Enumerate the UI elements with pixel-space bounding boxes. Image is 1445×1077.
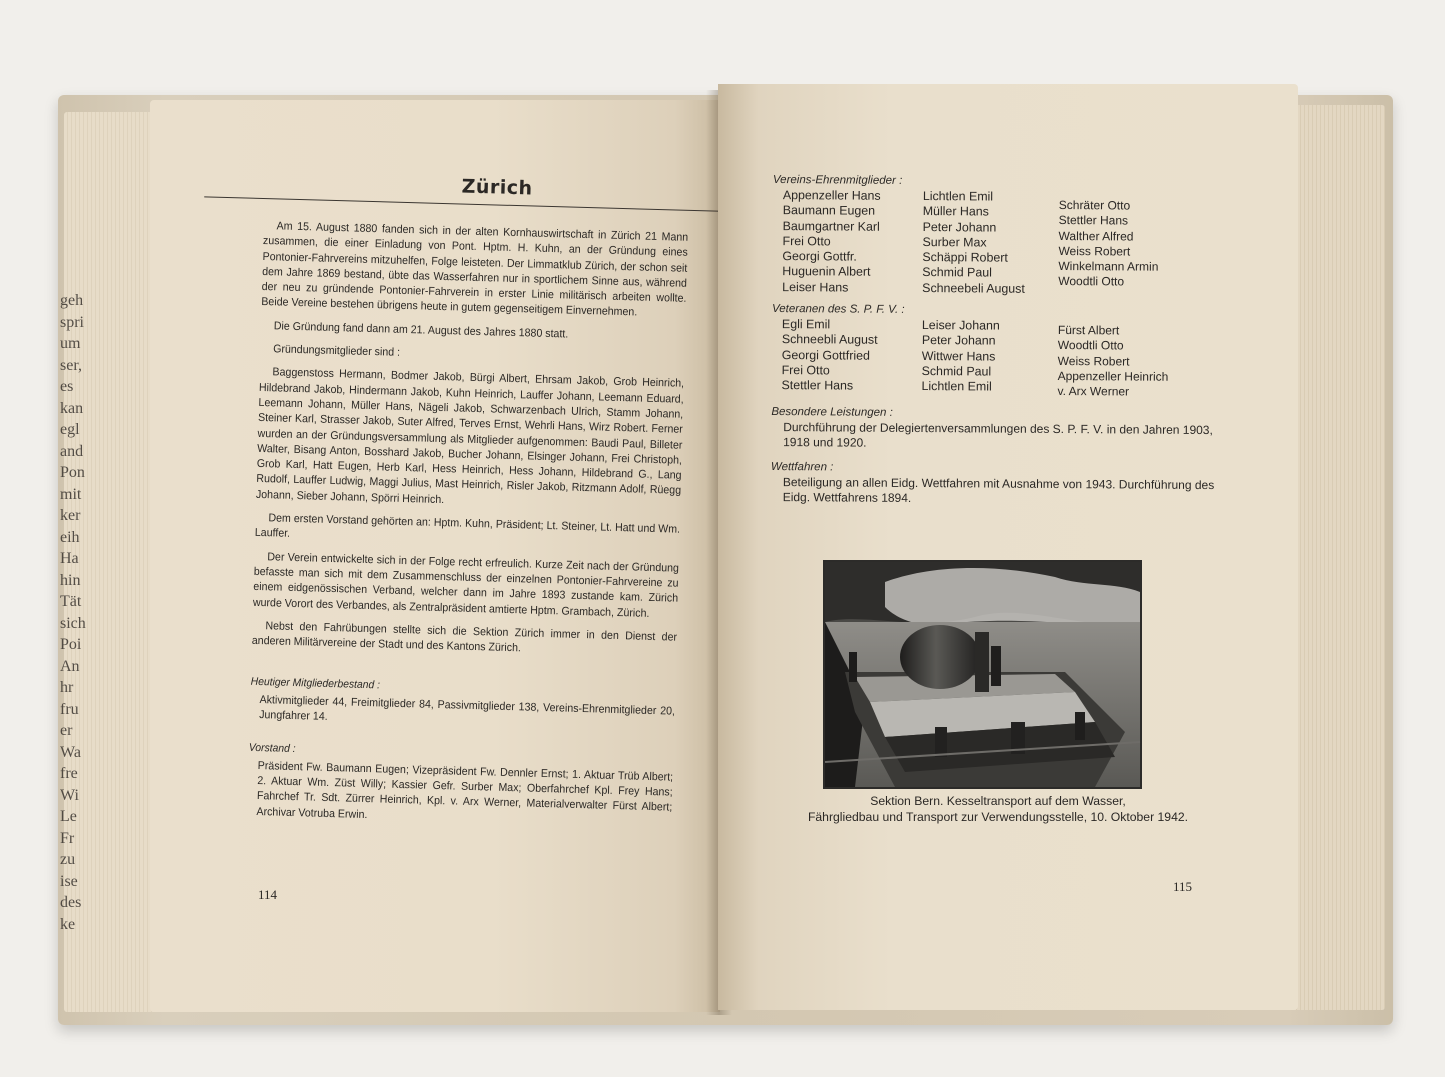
under-text-fragment: Fr [60, 829, 75, 847]
wettfahren-heading: Wettfahren : [770, 460, 834, 473]
under-text-fragment: er [60, 722, 73, 739]
under-text-fragment: um [60, 335, 81, 352]
underlying-page-text [60, 290, 90, 933]
ehren-col-1 [772, 188, 923, 296]
under-text-fragment: mit [60, 485, 82, 503]
page-number-right: 115 [1173, 879, 1193, 894]
under-text-fragment: ke [60, 915, 76, 933]
veteranen-heading: Veteranen des S. P. F. V. : [772, 303, 905, 317]
vet-col-1 [771, 317, 922, 399]
under-text-fragment: ker [60, 507, 81, 524]
left-body [247, 219, 688, 831]
veteran-member: Schneebli August [781, 332, 878, 348]
leistungen-text: Durchführung der Delegiertenversammlungen des S. P. F. V. in den Jahren 1903, 1918 und 1920. [783, 419, 1213, 450]
under-text-fragment: Ha [60, 550, 79, 567]
photo-caption [778, 794, 1218, 825]
bestand-text: Aktivmitglieder 44, Freimitglieder 84, Passivmitglieder 138, Vereins-Ehrenmitglieder 20, Jungfahrer 14. [259, 693, 676, 723]
vet-col-2 [921, 318, 1058, 399]
ehren-member: Schräter Otto [1058, 197, 1131, 213]
veteran-member: Georgi Gottfried [781, 347, 870, 363]
ehren-member: Huguenin Albert [782, 264, 871, 280]
page-number-left: 114 [258, 887, 278, 902]
ehren-member: Leiser Hans [782, 279, 849, 295]
paragraph-founders-heading: Gründungsmitglieder sind : [272, 343, 401, 359]
ehren-member: Peter Johann [922, 219, 997, 235]
historic-photo [823, 560, 1142, 789]
ehren-member: Georgi Gottfr. [782, 249, 857, 264]
ehren-member: Surber Max [922, 234, 987, 250]
ehren-col-2 [922, 189, 1059, 297]
paragraph-founders-list: Baggenstoss Hermann, Bodmer Jakob, Bürgi Albert, Ehrsam Jakob, Grob Heinrich, Hildebrand Jakob, Hindermann Jakob, Kuhn Heinrich, Lauffer Johann, Leemann Eduard, Leemann Johann, Müller Hans, Nägeli Jakob, Schwarzenbach Ulrich, Stamm Johann, Steiner Karl, Strasser Jakob, Suter Alfred, Terves Ernst, Wehrli Hans, Wirz Robert. Ferner wurden an der Gründungsversammlung als Mitglieder aufgenommen: Baudi Paul, Billeter Walter, Bisang Anton, Bosshard Jakob, Bucher Johann, Elsinger Johann, Frei Christoph, Grob Karl, Hatt Eugen, Herb Karl, Hess Heinrich, Hess Johann, Hildebrand G., Lang Rudolf, Lauffer Ludwig, Maggi Julius, Mast Heinrich, Risler Jakob, Ritzmann Adolf, Rüegg Johann, Sieber Johann, Spörri Heinrich. [255, 366, 685, 506]
under-text-fragment: ise [60, 872, 78, 890]
under-text-fragment: des [60, 894, 82, 911]
ehren-member: Müller Hans [922, 204, 989, 219]
under-text-fragment: spri [60, 313, 84, 331]
veteran-member: Wittwer Hans [921, 348, 996, 364]
leistungen-heading: Besondere Leistungen : [771, 405, 893, 419]
under-text-fragment: ser, [60, 356, 83, 374]
under-text-fragment: hin [60, 571, 81, 589]
ehren-member: Winkelmann Armin [1058, 259, 1159, 274]
ehren-member: Stettler Hans [1058, 213, 1129, 228]
ehren-columns [772, 188, 1243, 298]
under-text-fragment: and [60, 442, 84, 460]
left-page [150, 100, 720, 1012]
photo-kettle-transport [825, 562, 1140, 787]
caption-line-2: Fährgliedbau und Transport zur Verwendungsstelle, 10. Oktober 1942. [807, 809, 1189, 824]
paragraph-founding: Am 15. August 1880 fanden sich in der alten Kornhauswirtschaft in Zürich 21 Mann zusammen, die einer Einladung von Pont. Hptm. H. Kuhn, an der Gründung eines Pontonier-Fahrvereins mitzuhelfen, Folge leisteten. Der Limmatklub Zürich, der schon seit dem Jahre 1869 bestand, übte das Wasserfahren nur in sportlichem Sinne aus, während der neu zu gründende Pontonier-Fahrverein in erster Linie militärisch arbeiten wollte. Beide Vereine bestehen übrigens heute in gutem gegenseitigem Einvernehmen. [261, 220, 689, 319]
ehren-member: Lichtlen Emil [922, 189, 994, 204]
veteran-member: Fürst Albert [1057, 323, 1120, 338]
ehren-member: Schmid Paul [922, 265, 992, 281]
ehren-member: Baumann Eugen [782, 203, 876, 219]
ehren-col-3 [1058, 190, 1209, 298]
under-text-fragment: Pon [60, 464, 85, 481]
page-title: Zürich [461, 175, 533, 200]
under-text-fragment: geh [60, 292, 84, 309]
wettfahren-text: Beteiligung an allen Eidg. Wettfahren mit Ausnahme von 1943. Durchführung des Eidg. Wettfahrens 1894. [782, 474, 1215, 506]
paragraph-first-board: Dem ersten Vorstand gehörten an: Hptm. Kuhn, Präsident; Lt. Steiner, Lt. Hatt und Wm. Lauffer. [254, 512, 681, 541]
under-text-fragment: Poi [60, 636, 82, 653]
ehren-member: Woodtli Otto [1058, 274, 1125, 289]
veteran-member: Stettler Hans [781, 378, 854, 393]
under-text-fragment: An [60, 657, 80, 675]
under-text-fragment: kan [60, 399, 84, 417]
veteran-member: v. Arx Werner [1057, 384, 1130, 399]
paragraph-founding-date: Die Gründung fand dann am 21. August des Jahres 1880 statt. [273, 320, 569, 341]
veteran-member: Woodtli Otto [1057, 338, 1124, 353]
right-page [718, 84, 1298, 1010]
ehren-member: Walther Alfred [1058, 228, 1134, 244]
ehren-member: Frei Otto [782, 233, 831, 249]
under-text-fragment: egl [60, 421, 80, 438]
ehren-member: Weiss Robert [1058, 243, 1131, 259]
caption-line-1: Sektion Bern. Kesseltransport auf dem Wasser, [870, 794, 1126, 808]
vorstand-heading: Vorstand : [248, 742, 296, 756]
veteran-member: Peter Johann [921, 333, 996, 348]
under-text-fragment: Wi [60, 786, 79, 804]
ehren-member: Schneebeli August [922, 280, 1025, 296]
veteran-member: Leiser Johann [921, 318, 1000, 333]
under-text-fragment: zu [60, 851, 76, 868]
under-text-fragment: eih [60, 528, 80, 546]
paragraph-service: Nebst den Fahrübungen stellte sich die Sektion Zürich immer in den Dienst der anderen Militärvereine der Stadt und des Kantons Zürich. [251, 620, 678, 655]
vet-col-3 [1057, 319, 1208, 401]
under-text-fragment: es [60, 378, 74, 395]
under-text-fragment: Le [60, 808, 77, 825]
veteran-member: Appenzeller Heinrich [1057, 368, 1169, 384]
under-text-fragment: Tät [60, 593, 82, 610]
ehren-heading: Vereins-Ehrenmitglieder : [772, 174, 903, 187]
under-text-fragment: fre [60, 765, 78, 782]
paragraph-development: Der Verein entwickelte sich in der Folge recht erfreulich. Kurze Zeit nach der Gründung befasste man sich mit dem Zusammenschluss der einzelnen Pontonier-Fahrvereine zu einem eidgenössischen Verband, welcher dann im Jahre 1893 zustande kam. Zürich wurde Vorort des Verbandes, als Zentralpräsident amtierte Hptm. Grambach, Zürich. [252, 550, 680, 620]
under-text-fragment: sich [60, 614, 86, 632]
veteran-member: Egli Emil [781, 317, 831, 332]
veteran-member: Lichtlen Emil [921, 379, 992, 394]
ehren-member: Appenzeller Hans [782, 188, 881, 203]
ehren-member: Schäppi Robert [922, 250, 1008, 265]
veteran-member: Frei Otto [781, 363, 830, 378]
under-text-fragment: Wa [60, 743, 81, 761]
page-stack-right [1285, 105, 1385, 1010]
under-text-fragment: hr [60, 679, 74, 696]
bestand-heading: Heutiger Mitgliederbestand : [250, 676, 381, 692]
vorstand-text: Präsident Fw. Baumann Eugen; Vizepräsident Fw. Dennler Ernst; 1. Aktuar Trüb Albert; 2. Aktuar Wm. Züst Willy; Kassier Gefr. Surber Max; Oberfahrchef Kpl. Frey Hans; Fahrchef Tr. Sdt. Zürrer Heinrich, Kpl. v. Arx Werner, Materialverwalter Fürst Albert; Archivar Votruba Erwin. [256, 759, 674, 821]
ehren-member: Baumgartner Karl [782, 218, 880, 234]
under-text-fragment: fru [60, 700, 79, 718]
veteran-member: Weiss Robert [1057, 353, 1130, 369]
veteran-member: Schmid Paul [921, 364, 992, 379]
veteranen-columns [771, 317, 1242, 401]
